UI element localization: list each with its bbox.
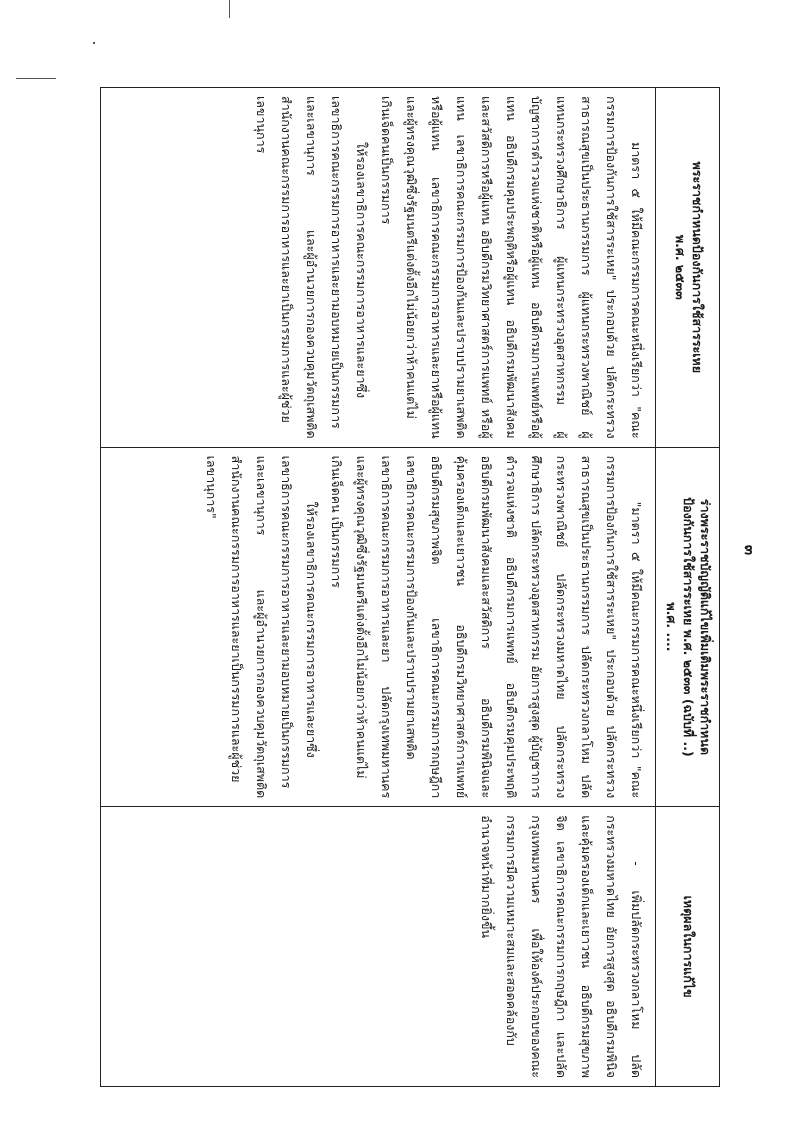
header-line: พระราชกำหนดป้องกันการใช้สารระเหย bbox=[689, 161, 705, 374]
paragraph: ให้รองเลขาธิการคณะกรรมการอาหารและยาซึ่งเลขาธิการคณะกรรมการอาหารและยามอบหมายเป็นกรรมการและเลขานุการ และผู้อำนวยการกองควบคุมวัตถุเสพติด สำนักงานคณะกรรมการอาหารและยาเป็นกรรมการและผู้ช่วยเลขานุการ" bbox=[204, 455, 320, 799]
paragraph: "มาตรา ๕ ให้มีคณะกรรมการคณะหนึ่งเรียกว่า "คณะกรรมการป้องกันการใช้สารระเหย" ประกอบด้วย ปลัดกระทรวงสาธารณสุขเป็นประธานกรรมการ ปลัดกระทรวงกลาโหม ปลัดกระทรวงพาณิชย์ ปลัดกระทรวงมหาดไทย ปลัดกระทรวงศึกษาธิการ ปลัดกระทรวงอุตสาหกรรม อัยการสูงสุด ผู้บัญชาการตำรวจแห่งชาติ อธิบดีกรมการแพทย์ อธิบดีกรมคุมประพฤติ อธิบดีกรมพัฒนาสังคมและสวัสดิการ อธิบดีกรมพินิจและคุ้มครองเด็กและเยาวชน อธิบดีกรมวิทยาศาสตร์การแพทย์ อธิบดีกรมสุขภาพจิต เลขาธิการคณะกรรมการกฤษฎีกา เลขาธิการคณะกรรมการป้องกันและปราบปรามยาเสพติด เลขาธิการคณะกรรมการอาหารและยา ปลัดกรุงเทพมหานคร และผู้ทรงคุณวุฒิซึ่งรัฐมนตรีแต่งตั้งอีกไม่น้อยกว่าห้าคนแต่ไม่เกินเจ็ดคน เป็นกรรมการ bbox=[329, 455, 645, 799]
header-reason bbox=[656, 807, 720, 1087]
scan-dot bbox=[93, 42, 95, 44]
page-number: ๓ bbox=[741, 544, 759, 556]
header-draft-bill bbox=[656, 447, 720, 807]
header-line: ร่างพระราชบัญญัติแก้ไขเพิ่มเติมพระราชกำหนด bbox=[698, 498, 713, 756]
header-current-law bbox=[656, 88, 720, 448]
header-line: ป้องกันการใช้สารระเหย พ.ศ. ๒๕๓๓ (ฉบับที่ ..) bbox=[681, 497, 697, 757]
header-line: พ.ศ. .... bbox=[664, 602, 680, 652]
paragraph: มาตรา ๕ ให้มีคณะกรรมการคณะหนึ่งเรียกว่า "คณะกรรมการป้องกันการใช้สารระเหย" ประกอบด้วย ปลัดกระทรวงสาธารณสุขเป็นประธานกรรมการ ผู้แทนกระทรวงพาณิชย์ ผู้แทนกระทรวงศึกษาธิการ ผู้แทนกระทรวงอุตสาหกรรม ผู้บัญชาการตำรวจแห่งชาติหรือผู้แทน อธิบดีกรมการแพทย์หรือผู้แทน อธิบดีกรมคุมประพฤติหรือผู้แทน อธิบดีกรมพัฒนาสังคมและสวัสดิการหรือผู้แทน อธิบดีกรมวิทยาศาสตร์การแพทย์ หรือผู้แทน เลขาธิการคณะกรรมการป้องกันและปราบปรามยาเสพติดหรือผู้แทน เลขาธิการคณะกรรมการอาหารและยาหรือผู้แทน และผู้ทรงคุณวุฒิซึ่งรัฐมนตรีแต่งตั้งอีกไม่น้อยกว่าห้าคนแต่ไม่เกินเจ็ดคนเป็นกรรมการ bbox=[379, 96, 645, 439]
header-line: เหตุผลในการแก้ไข bbox=[681, 895, 697, 998]
cell-draft-bill bbox=[101, 447, 656, 807]
paragraph: - เพิ่มปลัดกระทรวงกลาโหม ปลัดกระทรวงมหาดไทย อัยการสูงสุด อธิบดีกรมพินิจและคุ้มครองเด็กและเยาวชน อธิบดีกรมสุขภาพจิต เลขาธิการคณะกรรมการกฤษฎีกา และปลัดกรุงเทพมหานคร เพื่อให้องค์ประกอบของคณะกรรมการมีความเหมาะสมและสอดคล้องกับอำนาจหน้าที่มากยิ่งขึ้น bbox=[479, 815, 645, 1078]
cell-current-law bbox=[101, 88, 656, 448]
scan-line-top bbox=[229, 0, 230, 18]
comparison-table bbox=[100, 87, 720, 1087]
paragraph: ให้รองเลขาธิการคณะกรรมการอาหารและยาซึ่งเลขาธิการคณะกรรมการอาหารและยามอบหมายเป็นกรรมการและเลขานุการ และผู้อำนวยการกองควบคุมวัตถุเสพติด สำนักงานคณะกรรมการอาหารและยาเป็นกรรมการและผู้ช่วยเลขานุการ bbox=[254, 96, 370, 439]
header-line: พ.ศ. ๒๕๓๓ bbox=[672, 234, 688, 300]
scan-line-left bbox=[16, 78, 56, 79]
cell-reason bbox=[101, 807, 656, 1087]
